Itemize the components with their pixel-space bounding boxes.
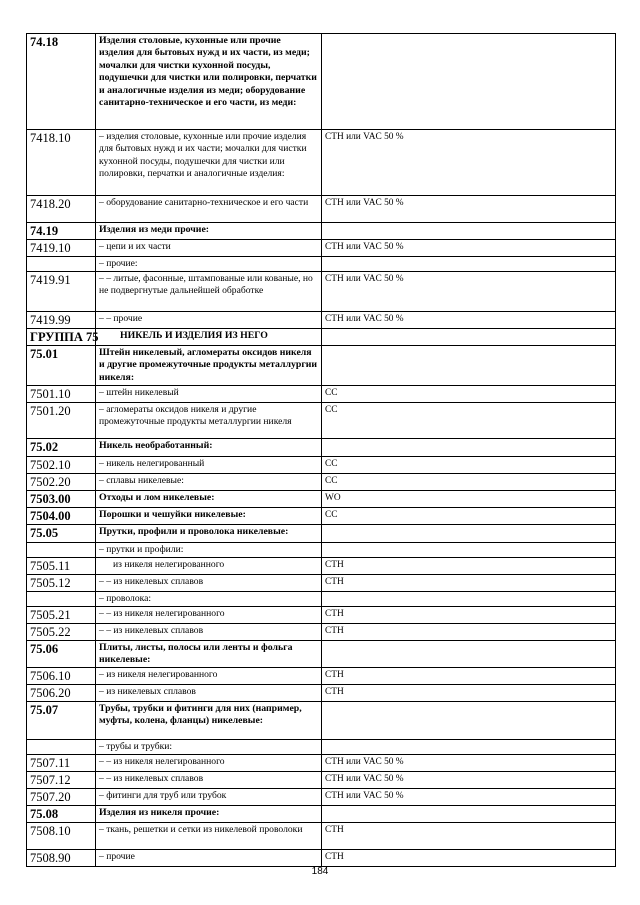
description-cell: Плиты, листы, полосы или ленты и фольга никелевые: [96,641,322,668]
description-cell: Порошки и чешуйки никелевые: [96,508,322,525]
description-cell: – сплавы никелевые: [96,474,322,491]
hs-code-cell [27,740,96,755]
origin-criterion-cell: СТН [322,685,616,702]
heading-row [27,641,616,668]
table-row [27,403,616,439]
origin-criterion-cell: СТН [322,668,616,685]
hs-code-cell: 7507.11 [27,755,96,772]
origin-criterion-cell [322,346,616,386]
hs-code-cell: 7501.10 [27,386,96,403]
hs-code-cell: 75.07 [27,702,96,740]
table-row [27,474,616,491]
table-row [27,592,616,607]
origin-criterion-cell [322,525,616,543]
tariff-table [26,33,616,867]
hs-code-cell: 7507.20 [27,789,96,806]
origin-criterion-cell: СТН [322,850,616,867]
description-cell: – изделия столовые, кухонные или прочие изделия для бытовых нужд и их части; мочалки для чистки кухонной посуды, подушечки для чистки или полировки, перчатки и аналогичные изделия: [96,130,322,196]
origin-criterion-cell: СТН или VAC 50 % [322,755,616,772]
heading-row [27,525,616,543]
origin-criterion-cell [322,257,616,272]
hs-code-cell: 7508.90 [27,850,96,867]
table-row [27,607,616,624]
heading-row [27,346,616,386]
description-cell [96,558,322,575]
origin-criterion-cell: СТН или VAC 50 % [322,240,616,257]
origin-criterion-cell [322,702,616,740]
table-row [27,850,616,867]
origin-criterion-cell [322,329,616,346]
description-cell: – из никеля нелегированного [96,668,322,685]
heading-row [27,34,616,130]
hs-code-cell: 7419.10 [27,240,96,257]
origin-criterion-cell: СТН или VAC 50 % [322,312,616,329]
description-cell: – – из никелевых сплавов [96,772,322,789]
description-cell: – прутки и профили: [96,543,322,558]
origin-criterion-cell: СС [322,386,616,403]
group-heading-row [27,329,616,346]
origin-criterion-cell: СС [322,403,616,439]
origin-criterion-cell: СТН или VAC 50 % [322,196,616,223]
description-cell: – цепи и их части [96,240,322,257]
origin-criterion-cell [322,641,616,668]
hs-code-cell: 75.08 [27,806,96,823]
table-row [27,257,616,272]
origin-criterion-cell [322,223,616,240]
hs-code-cell: 7505.22 [27,624,96,641]
heading-row [27,702,616,740]
table-row [27,772,616,789]
origin-criterion-cell: WO [322,491,616,508]
table-row [27,130,616,196]
hs-code-cell [27,543,96,558]
origin-criterion-cell: СТН или VAC 50 % [322,272,616,312]
table-row [27,823,616,850]
heading-row [27,806,616,823]
description-cell: – – прочие [96,312,322,329]
origin-criterion-cell [322,592,616,607]
heading-row [27,491,616,508]
hs-code-cell: 74.18 [27,34,96,130]
table-row [27,575,616,592]
origin-criterion-cell: СТН [322,624,616,641]
origin-criterion-cell: СТН или VAC 50 % [322,789,616,806]
tariff-table-body [27,34,616,867]
hs-code-cell: 7501.20 [27,403,96,439]
hs-code-cell: 7507.12 [27,772,96,789]
hs-code-cell: 75.05 [27,525,96,543]
heading-row [27,508,616,525]
origin-criterion-cell: СС [322,474,616,491]
description-cell: Отходы и лом никелевые: [96,491,322,508]
table-row [27,196,616,223]
description-cell: Изделия столовые, кухонные или прочие изделия для бытовых нужд и их части, из меди; мочалки для чистки кухонной посуды, подушечки для чистки или полировки, перчатки и аналогичные изделия из меди; оборудование санитарно-техническое и его части, из меди: [96,34,322,130]
origin-criterion-cell: СС [322,457,616,474]
description-cell: – фитинги для труб или трубок [96,789,322,806]
hs-code-cell: 75.01 [27,346,96,386]
origin-criterion-cell: СТН или VAC 50 % [322,772,616,789]
hs-code-cell [27,592,96,607]
hs-code-cell [27,257,96,272]
description-cell: Изделия из меди прочие: [96,223,322,240]
page-number: 184 [311,866,329,877]
hs-code-cell: 7505.21 [27,607,96,624]
hs-code-cell: 7502.20 [27,474,96,491]
description-cell: – – из никеля нелегированного [96,607,322,624]
hs-code-cell: 74.19 [27,223,96,240]
description-cell: – трубы и трубки: [96,740,322,755]
description-cell: – – из никелевых сплавов [96,575,322,592]
hs-code-cell: 7506.10 [27,668,96,685]
table-row [27,543,616,558]
hs-code-cell: 7506.20 [27,685,96,702]
hs-code-cell: 7419.99 [27,312,96,329]
hs-code-cell: 7419.91 [27,272,96,312]
description-cell: – ткань, решетки и сетки из никелевой проволоки [96,823,322,850]
table-row [27,457,616,474]
origin-criterion-cell: СТН или VAC 50 % [322,130,616,196]
heading-row [27,223,616,240]
description-cell: Трубы, трубки и фитинги для них (например, муфты, колена, фланцы) никелевые: [96,702,322,740]
description-cell: – – из никеля нелегированного [96,755,322,772]
table-row [27,624,616,641]
table-row [27,240,616,257]
description-cell: – – из никелевых сплавов [96,624,322,641]
description-cell: Штейн никелевый, агломераты оксидов никеля и другие промежуточные продукты металлургии никеля: [96,346,322,386]
description-cell: Изделия из никеля прочие: [96,806,322,823]
origin-criterion-cell [322,740,616,755]
description-cell: – агломераты оксидов никеля и другие промежуточные продукты металлургии никеля [96,403,322,439]
table-row [27,789,616,806]
hs-code-cell: 7505.11 [27,558,96,575]
description-cell: – прочие [96,850,322,867]
table-row [27,755,616,772]
hs-code-cell: 7505.12 [27,575,96,592]
table-row [27,386,616,403]
heading-row [27,439,616,457]
hs-code-cell: 7504.00 [27,508,96,525]
table-row [27,312,616,329]
origin-criterion-cell: СТН [322,558,616,575]
hs-code-cell: 7502.10 [27,457,96,474]
table-row [27,668,616,685]
hs-code-cell: 7418.10 [27,130,96,196]
origin-criterion-cell [322,806,616,823]
description-cell: – никель нелегированный [96,457,322,474]
origin-criterion-cell: СТН [322,575,616,592]
hs-code-cell: 7503.00 [27,491,96,508]
hs-code-cell: ГРУППА 75 [27,329,96,346]
description-cell: – прочие: [96,257,322,272]
table-row [27,558,616,575]
hs-code-cell: 7508.10 [27,823,96,850]
table-row [27,272,616,312]
table-row [27,740,616,755]
origin-criterion-cell [322,543,616,558]
description-cell: Прутки, профили и проволока никелевые: [96,525,322,543]
description-cell: – оборудование санитарно-техническое и его части [96,196,322,223]
origin-criterion-cell: СТН [322,607,616,624]
document-page [26,33,615,867]
origin-criterion-cell [322,439,616,457]
hs-code-cell: 75.02 [27,439,96,457]
description-cell: Никель необработанный: [96,439,322,457]
hs-code-cell: 7418.20 [27,196,96,223]
origin-criterion-cell: СТН [322,823,616,850]
origin-criterion-cell [322,34,616,130]
origin-criterion-cell: СС [322,508,616,525]
description-text: из никеля нелегированного [113,559,225,570]
description-cell: – штейн никелевый [96,386,322,403]
description-cell: – – литые, фасонные, штампованые или кованые, но не подвергнутые дальнейшей обработке [96,272,322,312]
table-row [27,685,616,702]
description-cell: – проволока: [96,592,322,607]
hs-code-cell: 75.06 [27,641,96,668]
description-cell: НИКЕЛЬ И ИЗДЕЛИЯ ИЗ НЕГО [96,329,322,346]
description-cell: – из никелевых сплавов [96,685,322,702]
